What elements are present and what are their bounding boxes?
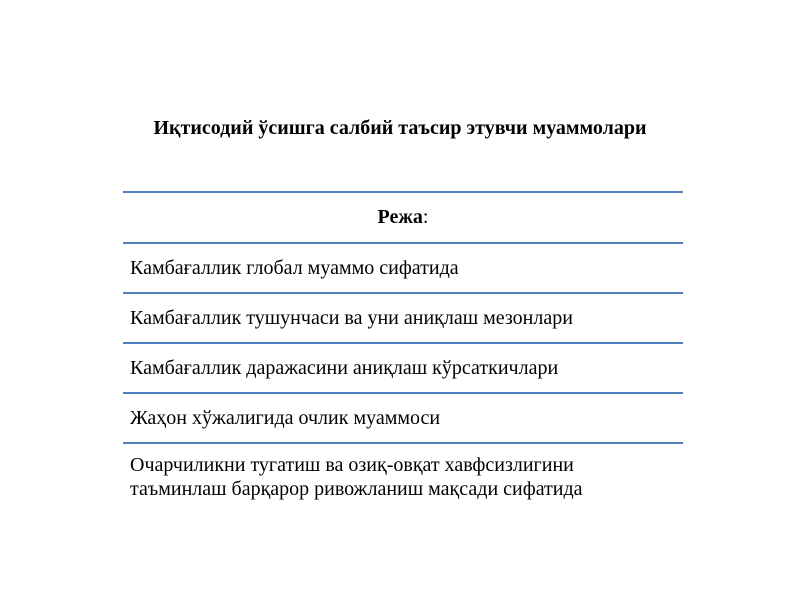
plan-header-colon: : bbox=[422, 206, 429, 228]
plan-header bbox=[123, 193, 683, 242]
plan-item-5-line-1: Очарчиликни тугатиш ва озиқ-овқат хавфсизлигини bbox=[130, 454, 574, 476]
plan-table bbox=[123, 191, 683, 501]
plan-item-3: Камбағаллик даражасини аниқлаш кўрсаткичлари bbox=[130, 357, 559, 379]
plan-item-4: Жаҳон хўжалигида очлик муаммоси bbox=[130, 407, 441, 429]
plan-item-1: Камбағаллик глобал муаммо сифатида bbox=[130, 257, 459, 279]
plan-header-label: Режа bbox=[377, 206, 423, 228]
plan-item-5 bbox=[123, 444, 683, 501]
plan-item-2: Камбағаллик тушунчаси ва уни аниқлаш мезонлари bbox=[130, 307, 573, 329]
plan-item-5-line-2: таъминлаш барқарор ривожланиш мақсади сифатида bbox=[130, 478, 583, 500]
page-title: Иқтисодий ўсишга салбий таъсир этувчи муаммолари bbox=[153, 117, 647, 139]
